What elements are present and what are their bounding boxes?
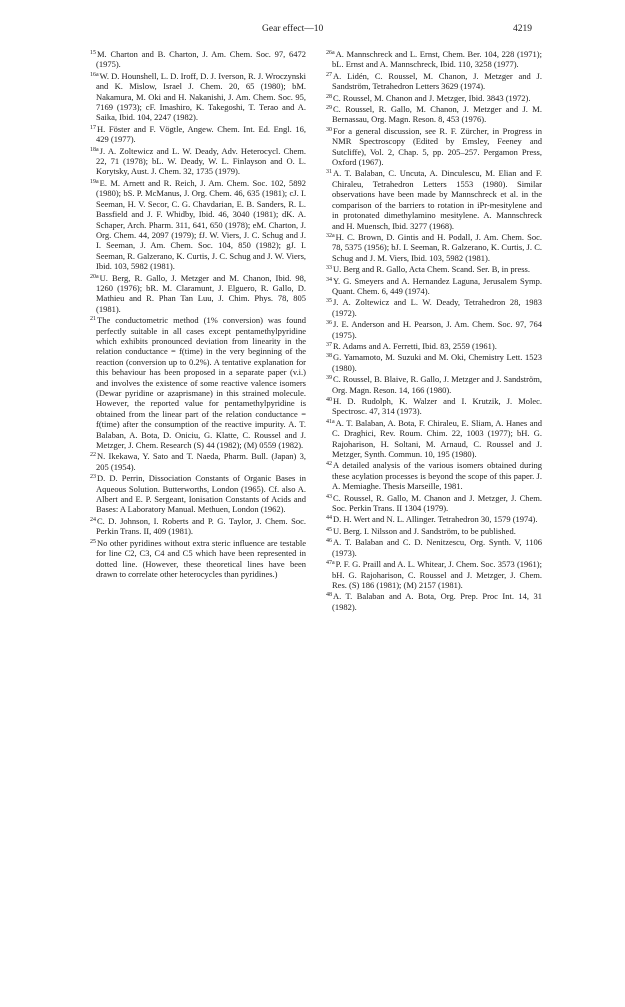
reference-number: 28 — [326, 93, 332, 100]
reference-text: H. Föster and F. Vögtle, Angew. Chem. Int. Ed. Engl. 16, 429 (1977). — [96, 123, 306, 145]
reference-entry — [90, 472, 306, 515]
reference-text: J. A. Zoltewicz and L. W. Deady, Tetrahedron 28, 1983 (1972). — [332, 297, 542, 318]
reference-entry — [90, 123, 306, 145]
reference-number: 36 — [326, 320, 332, 327]
reference-entry — [326, 231, 542, 263]
reference-text: N. Ikekawa, Y. Sato and T. Naeda, Pharm. Bull. (Japan) 3, 205 (1954). — [96, 451, 306, 472]
reference-number: 44 — [326, 515, 332, 522]
reference-text: A. Mannschreck and L. Ernst, Chem. Ber. 104, 228 (1971); bL. Ernst and A. Mannschreck, Ibid. 110, 3258 (1977). — [332, 49, 542, 70]
reference-text: For a general discussion, see R. F. Zürcher, in Progress in NMR Spectroscopy (Edited by Emsley, Feeney and Sutcliffe), Vol. 2, Chap. 5, pp. 205–257. Pergamon Press, Oxford (1967). — [332, 125, 542, 168]
reference-number: 37 — [326, 341, 332, 348]
reference-entry — [326, 48, 542, 70]
reference-entry — [326, 395, 542, 417]
reference-number: 24 — [90, 516, 96, 523]
reference-number: 45 — [326, 526, 332, 533]
reference-entry — [326, 373, 542, 395]
reference-number: 23 — [90, 474, 96, 481]
reference-number: 46 — [326, 538, 332, 545]
reference-text: J. A. Zoltewicz and L. W. Deady, Adv. Heterocycl. Chem. 22, 71 (1978); bL. W. Deady, W. L. Finlayson and O. L. Korytsky, Aust. J. Chem. 32, 1735 (1979). — [96, 145, 306, 177]
reference-number: 32a — [326, 232, 335, 239]
reference-entry — [90, 537, 306, 580]
reference-text: E. M. Arnett and R. Reich, J. Am. Chem. Soc. 102, 5892 (1980); bS. P. McManus, J. Org. Chem. 46, 635 (1981); cJ. I. Seeman, H. V. Secor, C. G. Chavdarian, E. B. Sanders, R. L. Bassfield and J. F. Whidby, Ibid. 46, 3040 (1981); dK. A. Schaper, Arch. Pharm. 311, 641, 650 (1978); eM. Charton, J. Org. Chem. 44, 2097 (1979); fJ. W. Viers, J. C. Schug and J. I. Seeman, J. Am. Chem. Soc. 104, 850 (1982); gJ. I. Seeman, R. Galzerano, K. Curtis, J. C. Schug and J. W. Viers, Ibid. 103, 5982 (1981). — [96, 177, 306, 272]
reference-text: A. T. Balaban, A. Bota, F. Chiraleu, E. Sliam, A. Hanes and C. Draghici, Rev. Roum. Chim. 22, 1003 (1977); bH. G. Rajoharison, H. Soltani, M. Arnaud, C. Roussel and J. Metzger, Synth. Commun. 10, 195 (1980). — [332, 417, 542, 460]
reference-text: G. Yamamoto, M. Suzuki and M. Oki, Chemistry Lett. 1523 (1980). — [332, 352, 542, 373]
reference-text: U. Berg and R. Gallo, Acta Chem. Scand. Ser. B, in press. — [333, 264, 530, 275]
reference-text: D. H. Wert and N. L. Allinger. Tetrahedron 30, 1579 (1974). — [333, 514, 538, 525]
reference-text: R. Adams and A. Ferretti, Ibid. 83, 2559 (1961). — [333, 340, 497, 351]
reference-number: 39 — [326, 375, 332, 382]
reference-text: H. C. Brown, D. Gintis and H. Podall, J. Am. Chem. Soc. 78, 5375 (1956); bJ. I. Seeman, R. Galzerano, K. Curtis, J. C. Schug and J. M. Viers, Ibid. 103, 5982 (1981). — [332, 231, 542, 263]
reference-number: 25 — [90, 538, 96, 545]
reference-entry — [90, 515, 306, 537]
reference-text: A detailed analysis of the various isomers obtained during these acylation processes is beyond the scope of this paper. J. A. Memiaghe. Thesis Marseille, 1981. — [332, 460, 542, 492]
reference-number: 30 — [326, 126, 332, 133]
reference-number: 19a — [90, 178, 99, 185]
reference-entry — [90, 314, 306, 450]
reference-text: U. Berg, R. Gallo, J. Metzger and M. Chanon, Ibid. 98, 1260 (1976); bR. M. Claramunt, J. Elguero, R. Gallo, D. Mathieu and R. Phan Tan Luu, J. Chim. Phys. 78, 805 (1981). — [96, 272, 306, 314]
reference-text: C. D. Johnson, I. Roberts and P. G. Taylor, J. Chem. Soc. Perkin Trans. II, 409 (1981). — [96, 515, 306, 537]
reference-text: M. Charton and B. Charton, J. Am. Chem. Soc. 97, 6472 (1975). — [96, 49, 306, 70]
reference-entry — [326, 492, 542, 514]
reference-entry — [326, 296, 542, 318]
reference-entry — [90, 177, 306, 272]
running-title: Gear effect—10 — [262, 24, 324, 34]
reference-number: 33 — [326, 265, 332, 272]
reference-entry — [326, 525, 542, 536]
reference-entry — [326, 536, 542, 558]
reference-text: H. D. Rudolph, K. Walzer and I. Krutzik, J. Molec. Spectrosc. 47, 314 (1973). — [332, 396, 542, 417]
reference-number: 15 — [90, 50, 96, 56]
reference-text: A. T. Balaban and A. Bota, Org. Prep. Proc Int. 14, 31 (1982). — [332, 591, 542, 612]
reference-entry — [326, 125, 542, 168]
reference-number: 48 — [326, 592, 332, 599]
reference-number: 34 — [326, 276, 332, 283]
reference-text: A. T. Balaban, C. Uncuta, A. Dinculescu, M. Elian and F. Chiraleu, Tetrahedron Letters 1553 (1980). Similar observations have been made by Mannschreck et al. in the comparison of the barriers to rotation in iPr-mesitylene and in protonated dimethylamino mesitylene. A. Mannschreck and H. Muensch, Ibid. 3277 (1968). — [332, 168, 542, 231]
reference-entry — [90, 48, 306, 70]
reference-column-right — [326, 48, 542, 612]
reference-text: D. D. Perrin, Dissociation Constants of Organic Bases in Aqueous Solution. Butterworths, London (1965). Cf. also A. Albert and E. P. Sergeant, Ionisation Constants of Acids and Bases: A Laboratory Manual. Methuen, London (1962). — [96, 473, 306, 515]
reference-number: 22 — [90, 452, 96, 459]
reference-number: 47a — [326, 560, 335, 567]
reference-entry — [326, 513, 542, 524]
reference-number: 16a — [90, 71, 99, 78]
reference-entry — [326, 417, 542, 460]
reference-text: P. F. G. Praill and A. L. Whitear, J. Chem. Soc. 3573 (1961); bH. G. Rajoharison, C. Roussel and J. Metzger, J. Chem. Res. (S) 186 (1981); (M) 2157 (1981). — [332, 559, 542, 590]
reference-entry — [326, 590, 542, 612]
reference-number: 27 — [326, 71, 332, 78]
reference-text: Y. G. Smeyers and A. Hernandez Laguna, Jerusalem Symp. Quant. Chem. 6, 449 (1974). — [332, 275, 542, 296]
reference-text: J. E. Anderson and H. Pearson, J. Am. Chem. Soc. 97, 764 (1975). — [332, 319, 542, 340]
reference-entry — [90, 450, 306, 472]
reference-number: 18a — [90, 146, 99, 153]
reference-number: 40 — [326, 397, 332, 403]
reference-entry — [90, 145, 306, 177]
reference-text: U. Berg. I. Nilsson and J. Sandström, to be published. — [333, 525, 516, 536]
reference-number: 21 — [90, 316, 96, 323]
reference-number: 41a — [326, 418, 335, 425]
reference-entry — [326, 103, 542, 125]
reference-entry — [90, 70, 306, 123]
reference-entry — [326, 263, 542, 274]
reference-number: 42 — [326, 461, 332, 468]
reference-number: 43 — [326, 493, 332, 500]
reference-number: 29 — [326, 105, 332, 112]
reference-text: A. Lidén, C. Roussel, M. Chanon, J. Metzger and J. Sandström, Tetrahedron Letters 3629 (1974). — [332, 70, 542, 92]
reference-entry — [326, 167, 542, 230]
reference-text: The conductometric method (1% conversion) was found perfectly suitable in all cases except pentamethylpyridine which exhibits pronounced deviation from linearity in the relation conductance = f(time) in the very beginning of the reaction (conversion up to 0.2%). A tentative explanation for this behaviour has been proposed in a separate paper (v.i.) and involves the existence of some reactive valence isomers (Dewar pyridine or azaprismane) in this strained molecule. However, the reported value for pentamethylpyridine is obtained from the linear part of the relation conductance = f(time) after the consumption of the reactive impurity. A. T. Balaban, A. Bota, D. Oniciu, G. Klatte, C. Roussel and J. Metzger, J. Chem. Research (S) 44 (1982); (M) 0559 (1982). — [96, 315, 306, 451]
page-number: 4219 — [513, 24, 532, 34]
reference-text: C. Roussel, M. Chanon and J. Metzger, Ibid. 3843 (1972). — [333, 92, 531, 103]
reference-entry — [326, 351, 542, 373]
reference-number: 38 — [326, 353, 332, 360]
reference-text: No other pyridines without extra steric influence are testable for line C2, C3, C4 and C5 which have been represented in dotted line. (However, these theoretical lines have been drawn to correlate other heterocycles than pyridines.) — [96, 537, 306, 579]
page-header — [92, 24, 532, 38]
reference-entry — [326, 92, 542, 103]
reference-entry — [326, 558, 542, 590]
reference-column-left — [90, 48, 306, 579]
reference-number: 20a — [90, 273, 99, 280]
reference-entry — [326, 275, 542, 297]
reference-text: C. Roussel, B. Blaive, R. Gallo, J. Metzger and J. Sandström, Org. Magn. Reson. 14, 166 (1980). — [332, 374, 542, 395]
reference-number: 35 — [326, 298, 332, 305]
reference-number: 31 — [326, 169, 332, 176]
reference-number: 17 — [90, 124, 96, 131]
reference-text: A. T. Balaban and C. D. Nenitzescu, Org. Synth. V, 1106 (1973). — [332, 537, 542, 558]
reference-text: W. D. Hounshell, L. D. Iroff, D. J. Iverson, R. J. Wroczynski and K. Mislow, Israel J. Chem. 20, 65 (1980); bM. Nakamura, M. Oki and H. Nakanishi, J. Am. Chem. Soc. 95, 7169 (1973); cF. Imashiro, K. Takegoshi, T. Terao and A. Saika, Ibid. 104, 2247 (1982). — [96, 70, 306, 123]
reference-entry — [90, 272, 306, 315]
reference-entry — [326, 459, 542, 491]
reference-entry — [326, 340, 542, 351]
reference-number: 26a — [326, 50, 335, 56]
reference-text: C. Roussel, R. Gallo, M. Chanon, J. Metzger and J. M. Bernassau, Org. Magn. Reson. 8, 453 (1976). — [332, 104, 542, 125]
reference-text: C. Roussel, R. Gallo, M. Chanon and J. Metzger, J. Chem. Soc. Perkin Trans. II 1304 (1979). — [332, 492, 542, 514]
reference-entry — [326, 70, 542, 92]
reference-entry — [326, 318, 542, 340]
